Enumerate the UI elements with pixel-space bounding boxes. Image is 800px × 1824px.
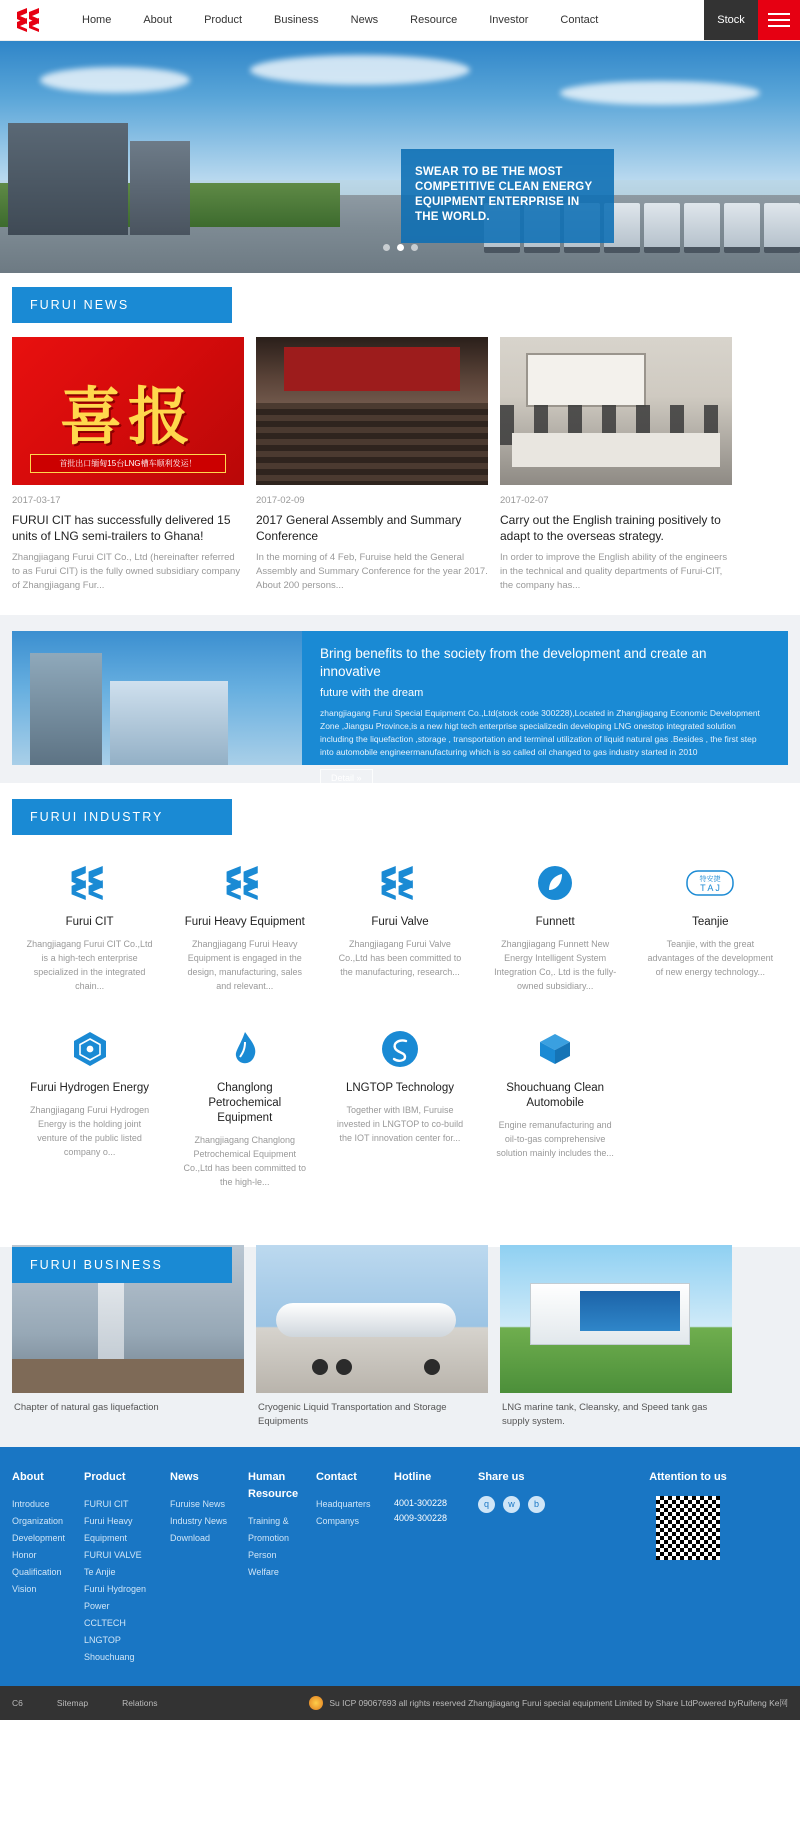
cygnsc-badge: CYGNSC <box>206 1203 236 1233</box>
nav-item-home[interactable]: Home <box>82 13 112 26</box>
news-summary: In the morning of 4 Feb, Furuise held the General Assembly and Summary Conference for the year 2017. About 200 persons... <box>256 552 488 591</box>
footer-link[interactable]: Shouchuang <box>84 1652 135 1662</box>
conference-seats <box>256 403 488 485</box>
nav-item-news[interactable]: News <box>350 13 379 26</box>
industry-name[interactable]: Furui Heavy Equipment <box>184 916 305 928</box>
hotline-number[interactable]: 4001-300228 <box>394 1498 448 1508</box>
hero-office-building <box>8 123 128 235</box>
industry-desc: Zhangjiagang Furui Heavy Equipment is engaged in the design, manufacturing, sales and relevant... <box>187 939 303 991</box>
footer-link[interactable]: Furui Heavy Equipment <box>84 1516 133 1543</box>
footer-link[interactable]: Download <box>170 1533 211 1543</box>
footer-link[interactable]: LNGTOP <box>84 1635 121 1645</box>
footer-link[interactable]: FURUI CIT <box>84 1499 129 1509</box>
business-section-title-bar <box>12 1247 232 1283</box>
footer-link[interactable]: Development <box>12 1533 66 1543</box>
nav-item-product[interactable]: Product <box>204 13 243 26</box>
tanker-wheel <box>424 1359 440 1375</box>
industry-card-furui-heavy-equipment[interactable] <box>167 861 322 1027</box>
police-badge-icon <box>309 1696 323 1710</box>
hero-office-building-secondary <box>130 141 190 235</box>
cloud-shape <box>40 67 190 93</box>
footer-link[interactable]: Te Anjie <box>84 1567 116 1577</box>
business-section <box>0 1215 800 1447</box>
poster-chinese-text: 喜报 <box>59 379 196 453</box>
tanker-vessel <box>276 1303 456 1337</box>
hero-dot-2[interactable] <box>397 244 404 251</box>
furui-chevron-icon <box>336 861 463 905</box>
leaf-circle-icon <box>492 861 619 905</box>
hamburger-menu-icon[interactable] <box>758 0 800 40</box>
nav-item-resource[interactable]: Resource <box>410 13 458 26</box>
industry-name[interactable]: LNGTOP Technology <box>345 1082 454 1094</box>
footer-column-about <box>12 1469 84 1666</box>
news-headline[interactable]: FURUI CIT has successfully delivered 15 units of LNG semi-trailers to Ghana! <box>12 513 231 543</box>
business-image-tanker[interactable] <box>256 1245 488 1393</box>
hero-slogan: SWEAR TO BE THE MOST COMPETITIVE CLEAN ENERGY EQUIPMENT ENTERPRISE IN THE WORLD. <box>401 149 614 243</box>
hero-banner <box>0 41 800 273</box>
footer-column-title: Hotline <box>394 1471 432 1483</box>
business-caption: Chapter of natural gas liquefaction <box>14 1402 159 1413</box>
business-caption: Cryogenic Liquid Transportation and Storage Equipments <box>258 1402 447 1427</box>
news-thumbnail-poster[interactable] <box>12 337 244 485</box>
footer-link[interactable]: Training & Promotion <box>248 1516 290 1543</box>
cloud-shape <box>250 55 470 85</box>
industry-name[interactable]: Teanjie <box>692 916 729 928</box>
news-section <box>0 273 800 615</box>
industry-card-shouchuang-clean-automobile[interactable] <box>478 1027 633 1223</box>
news-section-title-bar <box>12 287 232 323</box>
industry-name[interactable]: Changlong Petrochemical Equipment <box>208 1082 282 1124</box>
nav-item-business[interactable]: Business <box>274 13 319 26</box>
footer-column-news <box>170 1469 248 1666</box>
main-navigation <box>60 0 704 40</box>
news-date: 2017-02-09 <box>256 495 305 506</box>
industry-card-changlong-petrochemical[interactable] <box>167 1027 322 1223</box>
hydrogen-hex-icon <box>26 1027 153 1071</box>
industry-name[interactable]: Furui Hydrogen Energy <box>30 1082 150 1094</box>
industry-name[interactable]: Funnett <box>535 916 575 928</box>
training-whiteboard <box>526 353 646 407</box>
business-caption: LNG marine tank, Cleansky, and Speed tank gas supply system. <box>502 1402 708 1427</box>
teanjie-badge-icon <box>647 861 774 905</box>
industry-desc: Zhangjiagang Changlong Petrochemical Equipment Co.,Ltd has been committed to the high-le... <box>183 1135 307 1187</box>
about-photo <box>12 631 302 765</box>
conference-stage <box>284 347 460 391</box>
svg-text:T A J: T A J <box>700 883 721 893</box>
footer-column-product <box>84 1469 170 1666</box>
about-subheading: future with the dream <box>320 687 424 699</box>
about-building-tall <box>30 653 102 765</box>
weibo-icon[interactable]: b <box>528 1496 545 1513</box>
qq-icon[interactable]: q <box>478 1496 495 1513</box>
news-card[interactable] <box>500 337 732 593</box>
footer-link[interactable]: Qualification <box>12 1567 62 1577</box>
tanker-wheel <box>336 1359 352 1375</box>
hero-dot-3[interactable] <box>411 244 418 251</box>
nav-item-about[interactable]: About <box>143 13 173 26</box>
industry-section-title: FURUI INDUSTRY <box>12 799 232 835</box>
nav-item-contact[interactable]: Contact <box>560 13 599 26</box>
about-detail-button[interactable]: Detail » <box>320 769 373 787</box>
footer-link[interactable]: Person <box>248 1550 277 1560</box>
footer-link[interactable]: Honor <box>12 1550 37 1560</box>
industry-section-title-bar <box>12 799 232 835</box>
industry-desc: Zhangjiagang Furui CIT Co.,Ltd is a high-tech enterprise specialized in the integrated chain... <box>26 939 153 991</box>
lngtop-circle-icon <box>336 1027 463 1071</box>
wechat-icon[interactable]: w <box>503 1496 520 1513</box>
industry-desc: Teanjie, with the great advantages of the development of new energy technology... <box>647 939 774 977</box>
industry-name[interactable]: Furui CIT <box>65 916 114 928</box>
industry-card-teanjie[interactable] <box>633 861 788 1027</box>
industry-list <box>0 835 800 1223</box>
industry-card-furui-hydrogen-energy[interactable] <box>12 1027 167 1223</box>
footer-link[interactable]: Furuise News <box>170 1499 226 1509</box>
business-card-cryogenic-transport[interactable] <box>256 1245 488 1429</box>
container-branding-panel <box>580 1291 680 1331</box>
footer-column-human-resource <box>248 1469 316 1666</box>
bottom-link-sitemap[interactable]: Sitemap <box>56 1698 89 1708</box>
about-building-wide <box>110 681 228 765</box>
poster-banner-text: 首批出口缅甸15台LNG槽车顺利发运！ <box>30 454 226 473</box>
footer-link[interactable]: FURUI VALVE <box>84 1550 142 1560</box>
hero-slider-dots[interactable] <box>0 244 800 251</box>
furui-chevron-icon <box>26 861 153 905</box>
news-card[interactable] <box>256 337 488 593</box>
footer-column-title: Attention to us <box>649 1471 727 1483</box>
bottom-bar <box>0 1686 800 1720</box>
industry-desc: Zhangjiagang Furui Valve Co.,Ltd has been committed to the manufacturing, research... <box>338 939 462 977</box>
footer-column-title: Share us <box>478 1471 525 1483</box>
news-card[interactable] <box>12 337 244 593</box>
furui-logo-icon <box>17 8 43 32</box>
footer-link[interactable]: Headquarters <box>316 1499 371 1509</box>
industry-desc: Together with IBM, Furuise invested in LNGTOP to co-build the IOT innovation center for... <box>336 1105 464 1143</box>
footer-link[interactable]: Introduce <box>12 1499 50 1509</box>
tanker-wheel <box>312 1359 328 1375</box>
footer-link[interactable]: Industry News <box>170 1516 228 1526</box>
footer-column-contact <box>316 1469 394 1666</box>
plant-base <box>12 1359 244 1393</box>
logo[interactable] <box>0 0 60 40</box>
industry-card-furui-cit[interactable] <box>12 861 167 1027</box>
footer-link[interactable]: Welfare <box>248 1567 279 1577</box>
business-image-container[interactable] <box>500 1245 732 1393</box>
bottom-links <box>12 1698 158 1708</box>
copyright-text: Su ICP 09067693 all rights reserved Zhangjiagang Furui special equipment Limited by Share LtdPowered byRuifeng Ke网 <box>329 1698 788 1708</box>
footer-link[interactable]: Organization <box>12 1516 64 1526</box>
cloud-shape <box>560 81 760 105</box>
industry-card-furui-valve[interactable] <box>322 861 477 1027</box>
news-summary: In order to improve the English ability of the engineers in the technical and quality departments of Furui-CIT, the company has... <box>500 552 728 591</box>
industry-name[interactable]: Furui Valve <box>371 916 429 928</box>
footer-column-title: About <box>12 1471 44 1483</box>
bottom-link-relations[interactable]: Relations <box>122 1698 158 1708</box>
footer-attention <box>588 1469 788 1666</box>
about-paragraph: zhangjiagang Furui Special Equipment Co.,Ltd(stock code 300228),Located in Zhangjiagang Economic Development Zone ,Jiangsu Province,is a new higt tech enterprise specializedin developing LNG onestop integrated solution including the liquefaction ,storage , transportation and terminal utilization of liquid natural gas .Besides , the first step into automobile engineermanufacturing which is so called oil changed to gas industry started in 2010 <box>320 708 760 757</box>
hotline-number[interactable]: 4009-300228 <box>394 1513 448 1523</box>
footer-link[interactable]: Vision <box>12 1584 37 1594</box>
news-list <box>0 323 800 615</box>
business-section-title: FURUI BUSINESS <box>12 1247 232 1283</box>
footer-share <box>478 1469 588 1666</box>
industry-card-lngtop-technology[interactable] <box>322 1027 477 1223</box>
industry-name[interactable]: Shouchuang Clean Automobile <box>506 1082 605 1109</box>
news-headline[interactable]: 2017 General Assembly and Summary Conference <box>256 513 462 543</box>
footer-column-title: Human Resource <box>248 1471 299 1500</box>
news-section-title: FURUI NEWS <box>12 287 232 323</box>
about-section <box>0 615 800 783</box>
footer-column-title: Contact <box>316 1471 357 1483</box>
cube-icon <box>492 1027 619 1071</box>
nav-item-investor[interactable]: Investor <box>489 13 529 26</box>
industry-section <box>0 783 800 1247</box>
industry-desc: Engine remanufacturing and oil-to-gas comprehensive solution mainly includes the... <box>496 1120 614 1158</box>
news-summary: Zhangjiagang Furui CIT Co., Ltd (hereinafter referred to as Furui CIT) is the fully owned subsidiary company of Zhangjiagang Fur... <box>12 552 241 591</box>
news-date: 2017-02-07 <box>500 495 549 506</box>
business-card-lng-marine-tank[interactable] <box>500 1245 732 1429</box>
furui-chevron-icon <box>181 861 308 905</box>
industry-card-funnett[interactable] <box>478 861 633 1027</box>
wechat-qr-code <box>656 1496 720 1560</box>
hero-dot-1[interactable] <box>383 244 390 251</box>
site-header <box>0 0 800 41</box>
news-thumbnail-conference[interactable] <box>256 337 488 485</box>
industry-desc: Zhangjiagang Furui Hydrogen Energy is the holding joint venture of the public listed company o... <box>30 1105 150 1157</box>
footer-column-title: Product <box>84 1471 126 1483</box>
about-text-panel <box>302 631 788 783</box>
changlong-drop-icon <box>181 1027 308 1071</box>
news-date: 2017-03-17 <box>12 495 61 506</box>
site-footer <box>0 1447 800 1686</box>
about-heading: Bring benefits to the society from the development and create an innovative <box>320 646 707 679</box>
footer-hotline <box>394 1469 478 1666</box>
footer-link[interactable]: Furui Hydrogen Power <box>84 1584 147 1611</box>
industry-desc: Zhangjiagang Funnett New Energy Intelligent System Integration Co,. Ltd is the fully-owned subsidiary... <box>494 939 617 991</box>
svg-text:特安捷: 特安捷 <box>699 875 721 883</box>
news-headline[interactable]: Carry out the English training positively to adapt to the overseas strategy. <box>500 513 721 543</box>
bottom-link-c6[interactable]: C6 <box>12 1698 23 1708</box>
news-thumbnail-training[interactable] <box>500 337 732 485</box>
stock-button[interactable]: Stock <box>704 0 758 40</box>
footer-link[interactable]: Companys <box>316 1516 360 1526</box>
footer-link[interactable]: CCLTECH <box>84 1618 126 1628</box>
training-table <box>512 433 720 467</box>
footer-column-title: News <box>170 1471 199 1483</box>
